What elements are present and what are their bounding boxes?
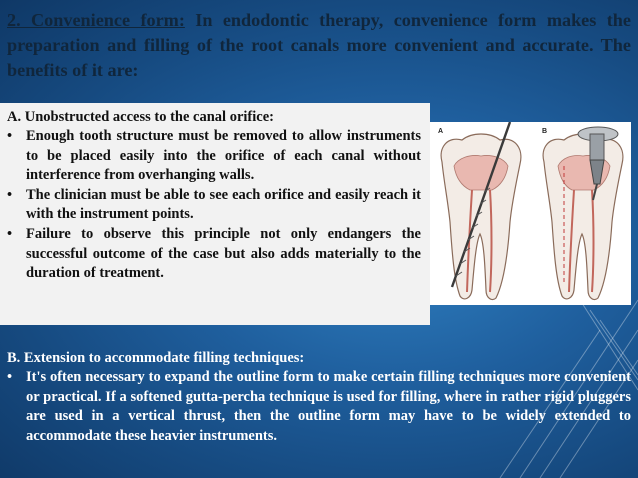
section-b [7, 348, 631, 446]
heading-text: In endodontic therapy, convenience form makes the preparation and filling of the root canals more convenient and accurate. The benefits of it are: [7, 10, 631, 80]
figure-label-a: A [438, 128, 444, 135]
section-b-title: B. Extension to accommodate filling techniques: [7, 350, 305, 366]
slide-heading [7, 8, 631, 83]
bullet-icon: • [7, 225, 13, 242]
bullet-icon: • [7, 186, 13, 203]
list-item [7, 225, 421, 284]
section-a-panel [0, 103, 430, 325]
list-item [7, 127, 421, 186]
figure-label-b: B [542, 128, 548, 135]
list-item [7, 186, 421, 225]
bullet-icon: • [7, 369, 13, 385]
bullet-icon: • [7, 128, 13, 144]
tooth-drawing [430, 122, 631, 305]
bullet-text: The clinician must be able to see each orifice and easily reach it with the instrument points. [26, 186, 421, 223]
bullet-text: Failure to observe this principle not only endangers the successful outcome of the case but also adds materially to the duration of treatment. [26, 225, 421, 282]
section-b-bullets [7, 368, 631, 446]
list-item [7, 368, 631, 446]
bullet-text: Enough tooth structure must be removed to allow instruments to be placed easily into the orifice of each canal without interference from overhanging walls. [26, 128, 421, 184]
tooth-illustration [430, 122, 631, 305]
section-a-title: A. Unobstructed access to the canal orifice: [7, 109, 274, 125]
section-a-bullets [7, 127, 421, 284]
heading-label: 2. Convenience form: [7, 10, 185, 30]
bullet-text: It's often necessary to expand the outline form to make certain filling techniques more convenient or practical. If a softened gutta-percha technique is used for filling, where in rather rigid pluggers are used in a vertical thrust, then the outline form may have to be widely extended to accommodate these heavier instruments. [26, 369, 631, 444]
